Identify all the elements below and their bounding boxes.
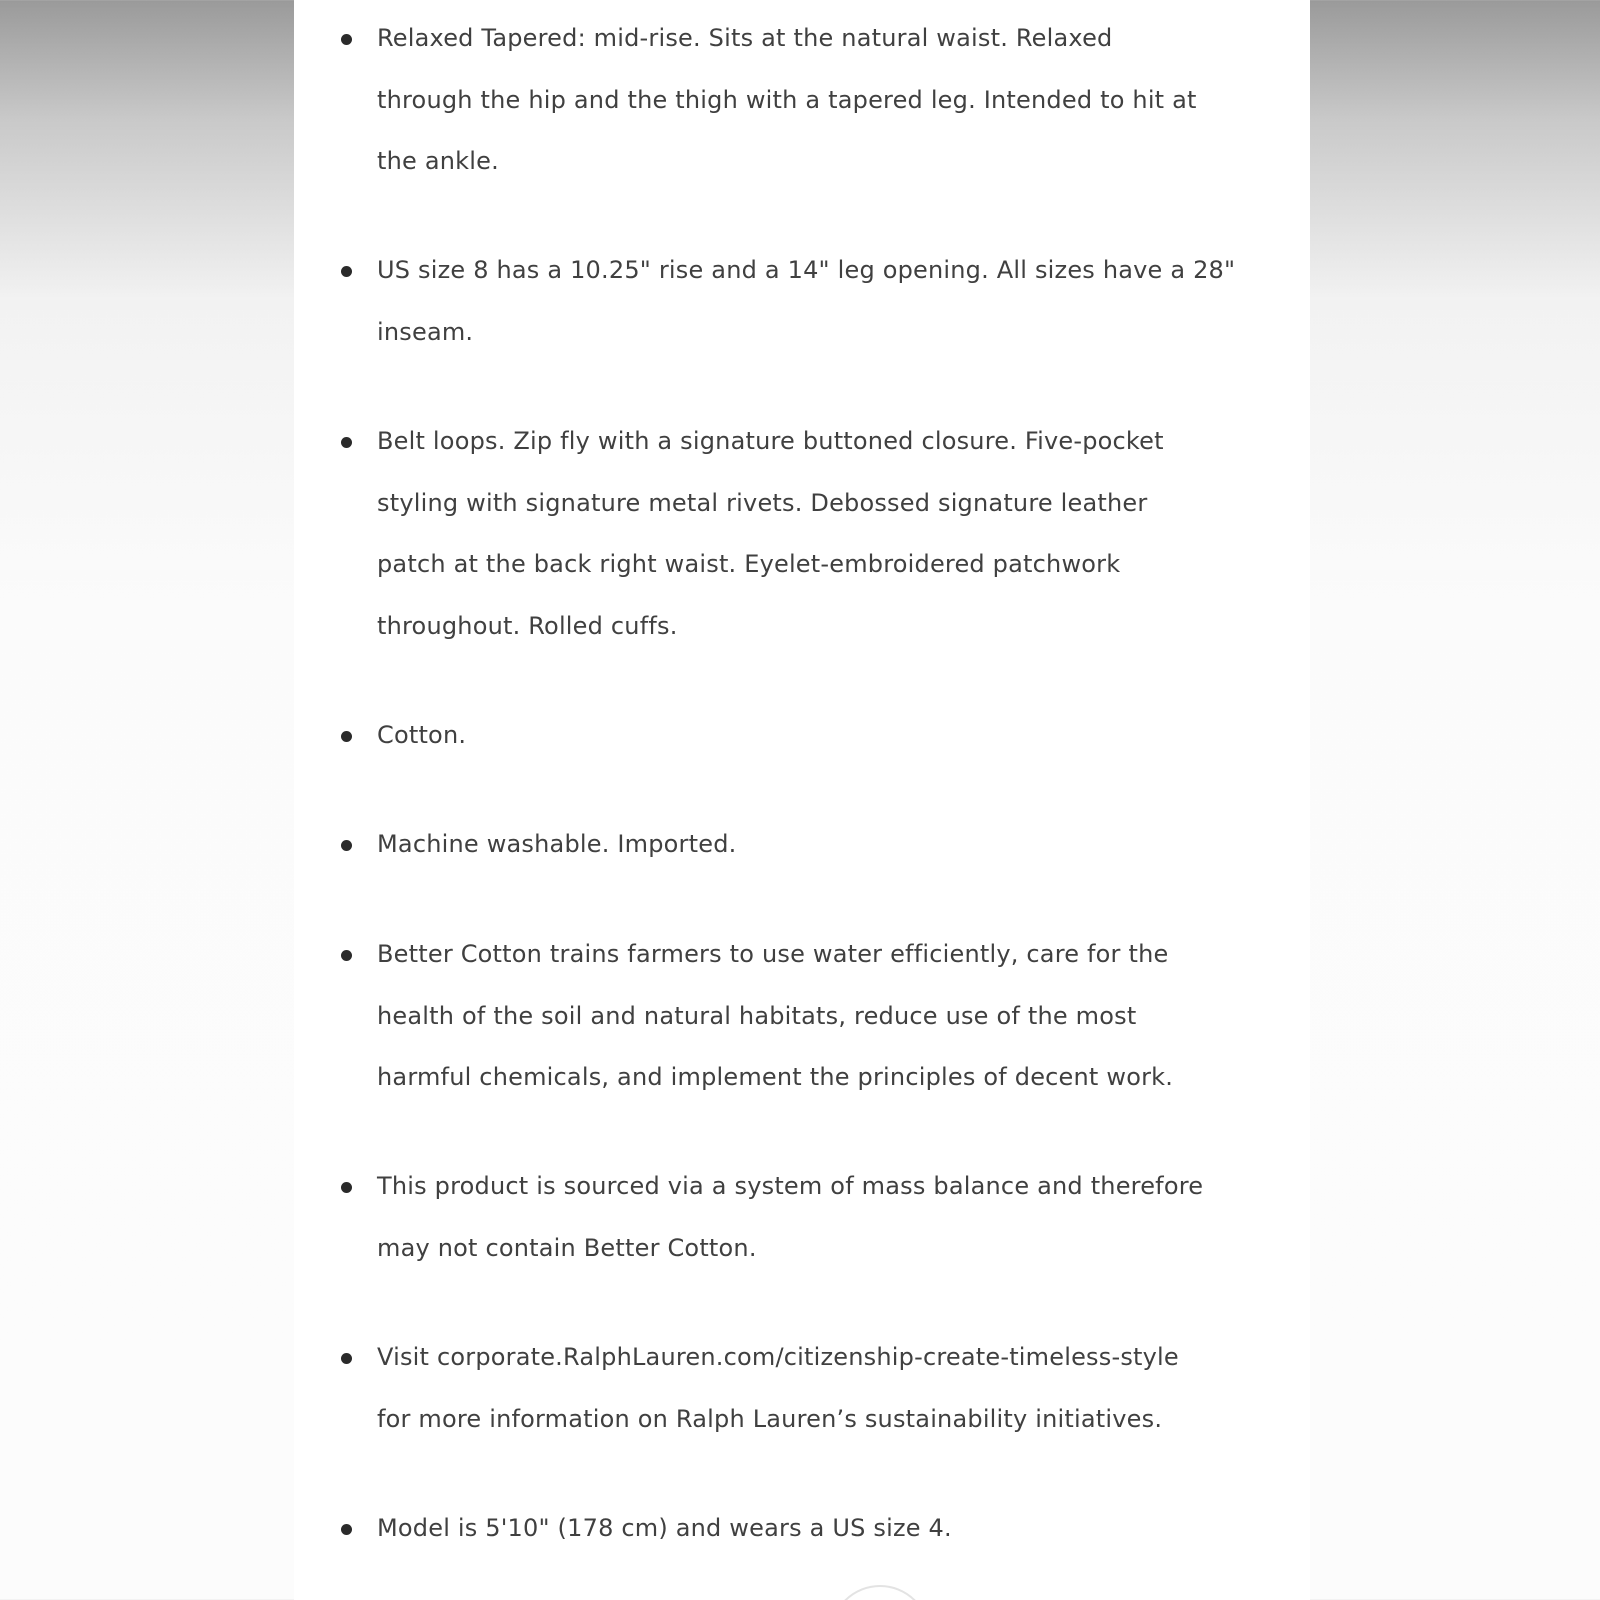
bullet-dot-icon [341, 34, 352, 45]
text-line: the ankle. [377, 147, 499, 175]
text-line: health of the soil and natural habitats, reduce use of the most [377, 1001, 1137, 1030]
text-line: Machine washable. Imported. [377, 830, 737, 858]
text-line: US size 8 has a 10.25" rise and a 14" leg opening. All sizes have a 28" [377, 256, 1236, 284]
bullet-dot-icon [341, 1524, 352, 1535]
text-line: may not contain Better Cotton. [377, 1233, 757, 1262]
text-line: Cotton. [377, 721, 467, 749]
list-item-text [377, 1156, 1267, 1279]
list-item-text [377, 411, 1267, 657]
bullet-dot-icon [341, 1353, 352, 1364]
text-line: inseam. [377, 317, 474, 346]
list-item-text [377, 814, 1267, 876]
text-line: Visit corporate.RalphLauren.com/citizenship-create-timeless-style [377, 1343, 1179, 1371]
list-item-text [377, 924, 1267, 1109]
list-item-text [377, 1498, 1267, 1560]
text-line: through the hip and the thigh with a tapered leg. Intended to hit at [377, 85, 1197, 114]
list-item-text [377, 240, 1267, 363]
text-line: for more information on Ralph Lauren’s sustainability initiatives. [377, 1404, 1163, 1433]
text-line: This product is sourced via a system of mass balance and therefore [377, 1172, 1204, 1200]
bullet-dot-icon [341, 437, 352, 448]
text-line: Belt loops. Zip fly with a signature buttoned closure. Five-pocket [377, 427, 1164, 455]
bullet-dot-icon [341, 266, 352, 277]
text-line: throughout. Rolled cuffs. [377, 611, 678, 640]
text-line: Relaxed Tapered: mid-rise. Sits at the natural waist. Relaxed [377, 24, 1113, 52]
list-item-text [377, 1327, 1267, 1450]
bullet-dot-icon [341, 840, 352, 851]
text-line: harmful chemicals, and implement the principles of decent work. [377, 1063, 1174, 1091]
text-line: patch at the back right waist. Eyelet-embroidered patchwork [377, 550, 1121, 578]
list-item-text [377, 8, 1267, 193]
text-line: Model is 5'10" (178 cm) and wears a US size 4. [377, 1514, 952, 1542]
bullet-dot-icon [341, 731, 352, 742]
bullet-dot-icon [341, 1182, 352, 1193]
product-details-panel [294, 0, 1310, 1600]
text-line: styling with signature metal rivets. Debossed signature leather [377, 488, 1148, 517]
bullet-dot-icon [341, 950, 352, 961]
list-item-text [377, 705, 1267, 767]
text-line: Better Cotton trains farmers to use water efficiently, care for the [377, 940, 1169, 968]
